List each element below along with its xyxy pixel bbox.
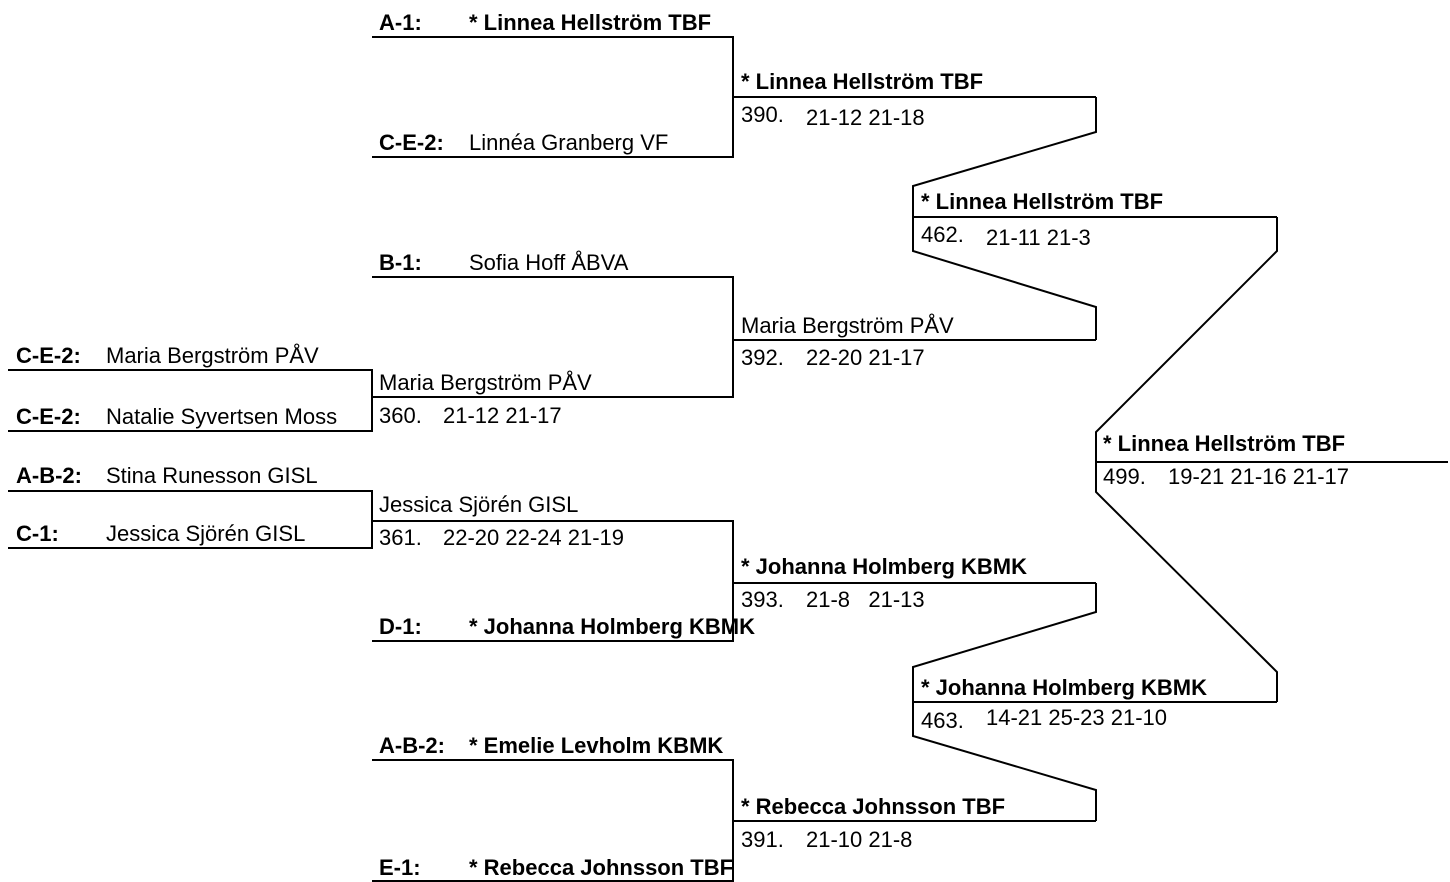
entry-name: Natalie Syvertsen Moss <box>106 404 338 429</box>
entry-seed: A-B-2: <box>379 733 445 758</box>
entry-name: Maria Bergström PÅV <box>106 343 319 368</box>
match-winner: * Linnea Hellström TBF <box>741 69 984 94</box>
entry-seed: C-E-2: <box>379 130 444 155</box>
entry-seed: B-1: <box>379 250 422 275</box>
match-winner: * Rebecca Johnsson TBF <box>741 794 1006 819</box>
match-score: 19-21 21-16 21-17 <box>1168 464 1350 489</box>
match-score: 14-21 25-23 21-10 <box>986 705 1168 730</box>
match-winner: * Johanna Holmberg KBMK <box>741 554 1028 579</box>
match-score: 21-12 21-17 <box>443 403 562 428</box>
match-winner: Maria Bergström PÅV <box>379 370 592 395</box>
match-score: 21-10 21-8 <box>806 827 913 852</box>
match-number: 391. <box>741 827 784 852</box>
entry-name: Sofia Hoff ÅBVA <box>469 250 629 275</box>
entry-seed: C-1: <box>16 521 59 546</box>
match-number: 360. <box>379 403 422 428</box>
match-winner: Maria Bergström PÅV <box>741 313 954 338</box>
match-winner: * Linnea Hellström TBF <box>921 189 1164 214</box>
match-number: 499. <box>1103 464 1146 489</box>
entry-name: * Johanna Holmberg KBMK <box>469 614 756 639</box>
entry-name: Linnéa Granberg VF <box>469 130 669 155</box>
match-score: 21-11 21-3 <box>986 225 1091 250</box>
match-score: 22-20 21-17 <box>806 345 925 370</box>
match-number: 392. <box>741 345 784 370</box>
match-score: 22-20 22-24 21-19 <box>443 525 625 550</box>
entry-seed: D-1: <box>379 614 422 639</box>
match-number: 463. <box>921 708 964 733</box>
bracket-connector-499 <box>1096 217 1277 702</box>
match-winner: * Linnea Hellström TBF <box>1103 431 1346 456</box>
entry-seed: A-1: <box>379 10 422 35</box>
entry-name: Jessica Sjörén GISL <box>106 521 306 546</box>
match-number: 462. <box>921 222 964 247</box>
match-score: 21-8 21-13 <box>806 587 925 612</box>
entry-name: * Emelie Levholm KBMK <box>469 733 724 758</box>
match-number: 390. <box>741 102 784 127</box>
match-winner: * Johanna Holmberg KBMK <box>921 675 1208 700</box>
match-score: 21-12 21-18 <box>806 105 925 130</box>
entry-name: Stina Runesson GISL <box>106 463 318 488</box>
match-number: 361. <box>379 525 422 550</box>
entry-seed: C-E-2: <box>16 343 81 368</box>
match-winner: Jessica Sjörén GISL <box>379 492 579 517</box>
entry-name: * Rebecca Johnsson TBF <box>469 855 734 880</box>
entry-seed: C-E-2: <box>16 404 81 429</box>
entry-name: * Linnea Hellström TBF <box>469 10 712 35</box>
match-number: 393. <box>741 587 784 612</box>
entry-seed: A-B-2: <box>16 463 82 488</box>
bracket-connector-462 <box>913 97 1096 340</box>
entry-seed: E-1: <box>379 855 421 880</box>
